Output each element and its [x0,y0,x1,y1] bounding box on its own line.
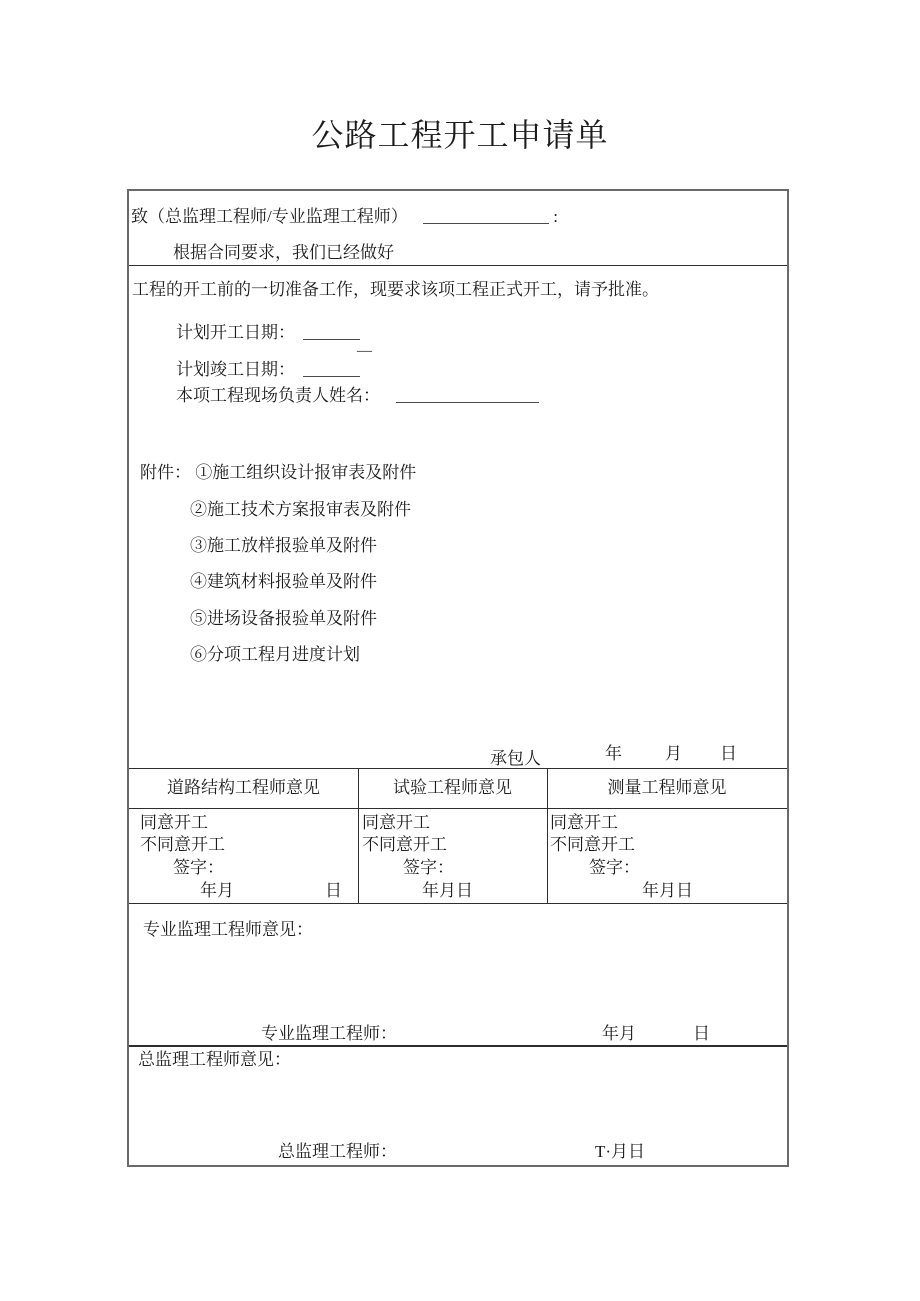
site-manager-line [176,386,539,406]
site-manager-blank[interactable] [396,388,539,403]
addressee-colon: : [553,207,558,226]
contractor-label: 承包人 [490,749,541,768]
agree-option: 同意开工 [140,813,208,832]
attachment-item-1: ①施工组织设计报审表及附件 [195,463,417,482]
attachment-item-2: ②施工技术方案报审表及附件 [190,500,411,519]
date-placeholder: 年月日 [642,881,693,900]
planned-finish-date-label: 计划竣工日期： [176,360,295,379]
attachments-line-1 [140,463,416,483]
row-divider [129,808,787,809]
disagree-option: 不同意开工 [550,835,635,854]
date-placeholder: 年月日 [422,881,473,900]
supervising-engineer-opinion-title: 专业监理工程师意见： [143,920,313,939]
supervising-engineer-date-d: 日 [693,1024,710,1043]
supervising-engineer-signature-label: 专业监理工程师： [261,1024,397,1043]
date-placeholder-ym: 年月 [200,881,234,900]
contractor-month-label: 月 [665,744,682,763]
attachment-item-3: ③施工放样报验单及附件 [190,536,377,555]
opinion-header-road-structure: 道路结构工程师意见 [167,778,320,797]
application-form [127,189,789,1167]
opinion-header-survey: 测量工程师意见 [607,778,727,797]
intro-text-part1: 根据合同要求，我们已经做好 [173,243,394,262]
stray-dash: — [357,343,372,359]
opinion-header-test: 试验工程师意见 [393,778,512,797]
attachment-item-4: ④建筑材料报验单及附件 [190,572,377,591]
disagree-option: 不同意开工 [362,835,447,854]
row-divider [129,265,787,266]
chief-engineer-opinion-title: 总监理工程师意见： [138,1050,291,1069]
signature-label: 签字： [173,858,224,877]
addressee-label: 致（总监理工程师/专业监理工程师） [131,207,408,226]
agree-option: 同意开工 [362,813,430,832]
chief-engineer-signature-label: 总监理工程师： [278,1142,397,1161]
attachment-item-5: ⑤进场设备报验单及附件 [190,609,377,628]
addressee-blank-field[interactable] [423,209,549,224]
form-title: 公路工程开工申请单 [311,117,609,153]
planned-finish-date-line [176,360,360,380]
planned-start-date-label: 计划开工日期： [176,323,295,342]
row-divider [129,903,787,904]
disagree-option: 不同意开工 [140,835,225,854]
planned-start-date-line [176,323,360,343]
attachment-item-6: ⑥分项工程月进度计划 [190,645,360,664]
contractor-year-label: 年 [605,744,622,763]
contractor-day-label: 日 [720,744,737,763]
row-divider [129,1045,787,1047]
date-placeholder-d: 日 [325,881,342,900]
site-manager-label: 本项工程现场负责人姓名： [176,386,380,405]
intro-text-part2: 工程的开工前的一切准备工作，现要求该项工程正式开工，请予批准。 [132,280,659,299]
chief-engineer-date: T·月日 [595,1142,646,1161]
addressee-line [131,207,558,227]
planned-finish-date-blank[interactable] [303,362,360,377]
agree-option: 同意开工 [550,813,618,832]
planned-start-date-blank[interactable] [303,325,360,340]
supervising-engineer-date-ym: 年月 [602,1024,636,1043]
signature-label: 签字： [589,858,640,877]
attachments-label: 附件： [140,463,191,482]
signature-label: 签字： [403,858,454,877]
